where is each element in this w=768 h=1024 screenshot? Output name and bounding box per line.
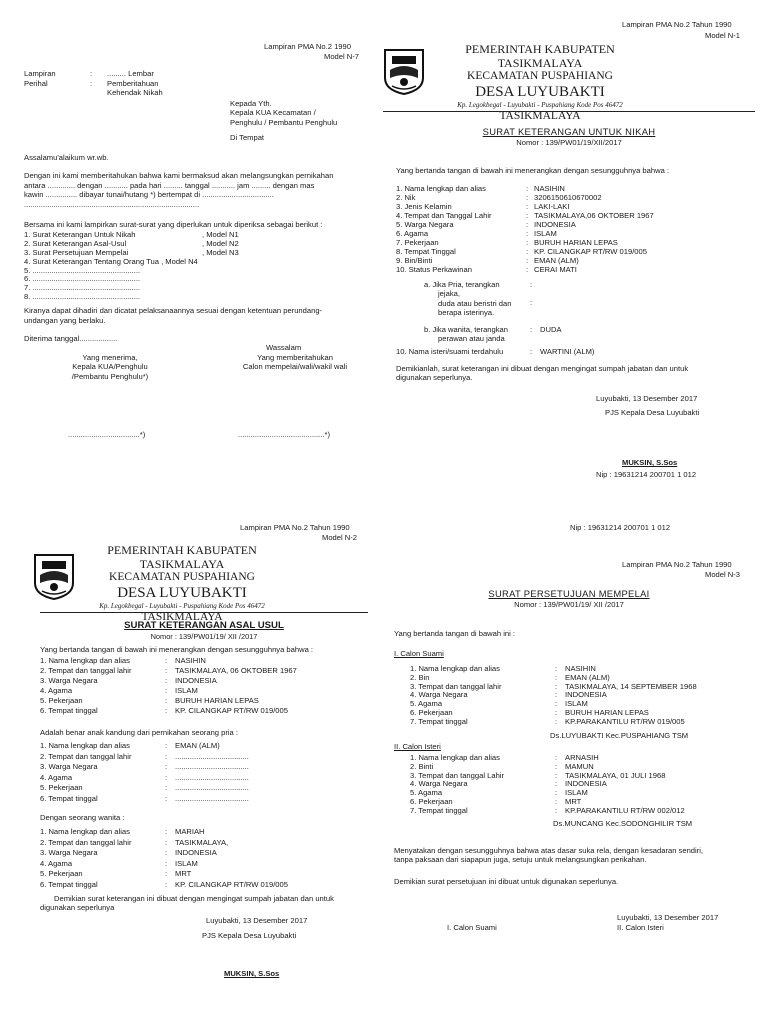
row-value: ................................... <box>175 793 249 803</box>
q4-title-block <box>384 588 754 609</box>
q3-table-2 <box>40 741 370 804</box>
row-colon: : <box>555 690 558 700</box>
row-colon: : <box>165 783 168 792</box>
row-colon: : <box>526 202 529 211</box>
row-value: ................................... <box>175 772 249 782</box>
list-item-text: 2. Surat Keterangan Asal-Usul <box>24 238 127 248</box>
row-value: KP. CILANGKAP RT/RW 019/005 <box>175 706 288 715</box>
kepada-line-4: Di Tempat <box>230 133 265 142</box>
row-value: BURUH HARIAN LEPAS <box>534 238 618 247</box>
q1-para1-line: ................................................................................... <box>24 199 200 209</box>
row-label: 4. Warga Negara <box>410 779 468 789</box>
letterhead-line2: KECAMATAN PUSPAHIANG <box>109 571 255 583</box>
row-label: 9. Bin/Binti <box>396 256 433 265</box>
row-value: ................................... <box>175 751 249 761</box>
letterhead-address: Kp. Legokbegal - Luyubakti - Puspahiang Kode Pos 46472 <box>99 602 265 610</box>
closing-line: Demikianlah, surat keterangan ini dibuat dengan mengingat sumpah jabatan dan untuk <box>396 364 689 373</box>
q3-intro: Yang bertanda tangan di bawah ini menerangkan dengan sesungguhnya bahwa : <box>40 645 314 654</box>
q1-left-signature <box>60 353 160 381</box>
row-value: ISLAM <box>565 788 588 798</box>
row-value: EMAN (ALM) <box>565 672 610 682</box>
row-colon: : <box>555 716 558 726</box>
row-value: MRT <box>565 796 582 806</box>
row-colon: : <box>555 753 558 762</box>
q4-title: SURAT PERSETUJUAN MEMPELAI <box>488 588 650 599</box>
row-label: 3. Tempat dan tanggal Lahir <box>410 770 505 780</box>
row-value: KP. CILANGKAP RT/RW 019/005 <box>175 879 288 889</box>
row-label: 1. Nama lengkap dan alias <box>40 656 130 665</box>
row-label: 7. Pekerjaan <box>396 238 439 247</box>
q2-signer-title: PJS Kepala Desa Luyubakti <box>605 408 700 417</box>
row-label: 2. Tempat dan tanggal lahir <box>40 666 132 675</box>
row-colon: : <box>526 211 529 220</box>
row-value: CERAI MATI <box>534 265 577 274</box>
row-colon: : <box>555 681 558 691</box>
list-item <box>24 238 239 248</box>
perihal-value-2: Kehendak Nikah <box>107 88 163 97</box>
row-label: 6. Tempat tinggal <box>40 879 98 889</box>
row-value: INDONESIA <box>534 220 576 229</box>
row-colon: : <box>165 848 168 857</box>
q3-mid: Adalah benar anak kandung dari pernikahan seorang pria : <box>40 728 239 737</box>
q2-sub-b <box>424 325 508 344</box>
list-item-model: , Model N1 <box>202 230 239 239</box>
letterhead-address: Kp. Legokbegal - Luyubakti - Puspahiang Kode Pos 46472 <box>457 101 623 109</box>
sub-a-colon-2: : <box>530 298 533 307</box>
row-label: 5. Pekerjaan <box>40 869 83 878</box>
row-value: NASIHIN <box>534 184 565 193</box>
sub-a-line: jejaka, <box>438 289 460 299</box>
q1-para3-line: Kiranya dapat dihadiri dan dicatat pelaksanaannya sesuai dengan ketentuan perundang- <box>24 306 323 315</box>
q2-header-rule <box>383 111 755 112</box>
row-colon: : <box>526 247 529 256</box>
row-label: 1. Nama lengkap dan alias <box>396 184 486 193</box>
q3-table-1 <box>40 656 370 716</box>
row-colon: : <box>165 706 168 715</box>
row-value: MARIAH <box>175 827 205 836</box>
row-colon: : <box>165 696 168 705</box>
q3-signer-name: MUKSIN, S.Sos <box>224 969 280 978</box>
row-label: 3. Warga Negara <box>40 848 98 857</box>
row-label: 5. Agama <box>410 699 443 709</box>
sub-b-colon: : <box>530 325 533 334</box>
q2-title-block <box>384 126 754 147</box>
row-label: 1. Nama lengkap dan alias <box>410 753 500 762</box>
row-label: 7. Tempat tinggal <box>410 716 468 726</box>
row-label: 3. Tempat dan tanggal lahir <box>410 681 502 691</box>
q2-nip: Nip : 19631214 200701 1 012 <box>596 470 697 479</box>
q2-sub-a <box>424 280 511 318</box>
row-label: 2. Binti <box>410 761 434 771</box>
row-colon: : <box>165 837 168 847</box>
q1-right-signature <box>225 353 365 372</box>
list-item <box>24 274 198 283</box>
q3-signer-title: PJS Kepala Desa Luyubakti <box>202 931 297 940</box>
row-colon: : <box>165 869 168 878</box>
left-sig-line: /Pembantu Penghulu*) <box>71 371 149 381</box>
q2-row11-label: 10. Nama isteri/suami terdahulu <box>396 347 504 356</box>
q2-place-date: Luyubakti, 13 Desember 2017 <box>596 394 698 403</box>
letterhead-line2: KECAMATAN PUSPAHIANG <box>467 70 613 82</box>
q4-nip: Nip : 19631214 200701 1 012 <box>570 523 671 532</box>
row-label: 2. Tempat dan tanggal lahir <box>40 751 132 761</box>
q2-lampiran-line2: Model N-1 <box>705 31 741 40</box>
row-value: ISLAM <box>175 858 198 868</box>
row-colon: : <box>165 858 168 868</box>
letterhead-city: TASIKMALAYA <box>499 110 581 122</box>
perihal-label: Perihal <box>24 79 48 88</box>
list-item-text: 5. ................................................... <box>24 265 141 275</box>
row-value: ................................... <box>175 762 249 771</box>
list-item-model: , Model N3 <box>202 247 239 257</box>
lampiran-label: Lampiran <box>24 69 56 78</box>
row-value: EMAN (ALM) <box>175 741 220 750</box>
list-item-text: 6. ................................................... <box>24 274 141 284</box>
sub-a-colon: : <box>530 280 533 289</box>
row-label: 5. Warga Negara <box>396 220 454 229</box>
row-label: 1. Nama lengkap dan alias <box>40 741 130 750</box>
letterhead-line3: DESA LUYUBAKTI <box>117 585 247 601</box>
row-value: INDONESIA <box>175 676 217 685</box>
q4-rows2-extra: Ds.MUNCANG Kec.SODONGHILIR TSM <box>553 819 693 828</box>
list-item <box>24 257 198 266</box>
list-item <box>24 266 198 275</box>
q1-attachment-list <box>24 230 239 302</box>
q3-closing <box>40 894 334 913</box>
row-label: 6. Agama <box>396 229 429 238</box>
row-value: INDONESIA <box>565 779 607 789</box>
q4-rows1-extra: Ds.LUYUBAKTI Kec.PUSPAHIANG TSM <box>550 731 689 740</box>
row-value: EMAN (ALM) <box>534 256 579 265</box>
row-value: ISLAM <box>565 699 588 709</box>
row-colon: : <box>526 193 529 202</box>
row-value: BURUH HARIAN LEPAS <box>565 707 649 717</box>
regency-crest-icon <box>383 48 425 96</box>
row-label: 5. Pekerjaan <box>40 696 83 705</box>
list-item-model: , Model N2 <box>202 238 239 248</box>
left-sig-line: Yang menerima, <box>82 353 138 362</box>
row-value: KP.PARAKANTILU RT/RW 019/005 <box>565 716 685 726</box>
row-label: 7. Tempat tinggal <box>410 805 468 815</box>
q4-lampiran-line2: Model N-3 <box>705 570 741 579</box>
row-colon: : <box>526 265 529 274</box>
q3-nomor: Nomor : 139/PW01/19/ XII /2017 <box>150 631 258 641</box>
q4-sig-left: I. Calon Suami <box>447 923 497 932</box>
regency-crest-icon <box>33 553 75 601</box>
q3-mid2: Dengan seorang wanita : <box>40 813 125 822</box>
perihal-value-1: Pemberitahuan <box>107 79 159 88</box>
letterhead-city: TASIKMALAYA <box>141 611 223 623</box>
q3-title-block <box>40 620 368 641</box>
letterhead-line1: PEMERINTAH KABUPATEN TASIKMALAYA <box>465 42 615 70</box>
row-value: TASIKMALAYA, 01 JULI 1968 <box>565 770 666 780</box>
q2-intro: Yang bertanda tangan di bawah ini menerangkan dengan sesungguhnya bahwa : <box>396 166 670 175</box>
list-item <box>24 247 239 257</box>
row-colon: : <box>555 707 558 717</box>
salam-text: Assalamu'alaikum wr.wb. <box>24 153 109 162</box>
row-value: KP.PARAKANTILU RT/RW 002/012 <box>565 805 685 815</box>
closing-line: digunakan seperlunya <box>40 903 115 913</box>
row-colon: : <box>165 827 168 836</box>
row-label: 10. Status Perkawinan <box>396 265 472 274</box>
perihal-colon: : <box>90 79 93 88</box>
row-colon: : <box>165 666 168 675</box>
row-label: 6. Pekerjaan <box>410 707 453 717</box>
row-value: NASIHIN <box>565 664 596 673</box>
row-label: 4. Tempat dan Tanggal Lahir <box>396 211 492 220</box>
list-item <box>24 283 198 292</box>
row-colon: : <box>526 238 529 247</box>
sub-b-value: DUDA <box>540 325 562 334</box>
q4-sec1: I. Calon Suami <box>394 649 444 658</box>
kepada-line-2: Kepala KUA Kecamatan / <box>230 108 316 117</box>
row-label: 3. Jenis Kelamin <box>396 202 452 211</box>
q1-para3-line: undangan yang berlaku. <box>24 315 106 325</box>
row-value: TASIKMALAYA,06 OKTOBER 1967 <box>534 211 654 220</box>
letterhead-line1: PEMERINTAH KABUPATEN TASIKMALAYA <box>107 543 257 571</box>
row-label: 2. Nik <box>396 193 416 202</box>
q4-para2: Demikian surat persetujuan ini dibuat untuk digunakan seperlunya. <box>394 877 619 886</box>
q1-para3 <box>24 306 322 325</box>
wassalam-text: Wassalam <box>266 343 302 352</box>
row-value: TASIKMALAYA, <box>175 837 229 847</box>
q1-para1-line: Dengan ini kami memberitahukan bahwa kami bermaksud akan melangsungkan pernikahan <box>24 171 334 180</box>
q4-sig-right: II. Calon Isteri <box>617 923 664 932</box>
row-label: 3. Warga Negara <box>40 762 98 771</box>
q3-table-3 <box>40 827 370 890</box>
row-value: TASIKMALAYA, 14 SEPTEMBER 1968 <box>565 681 697 691</box>
row-colon: : <box>165 656 168 665</box>
closing-line: Demikian surat keterangan ini dibuat dengan mengingat sumpah jabatan dan untuk <box>54 894 334 903</box>
q2-closing <box>396 364 688 383</box>
q3-title: SURAT KETERANGAN ASAL USUL <box>124 620 284 631</box>
row-value: ................................... <box>175 783 249 792</box>
row-colon: : <box>555 779 558 789</box>
row-colon: : <box>526 229 529 238</box>
q4-table-1 <box>410 665 760 727</box>
row-label: 5. Agama <box>410 788 443 798</box>
row-value: MAMUN <box>565 761 594 771</box>
q4-intro: Yang bertanda tangan di bawah ini : <box>394 629 516 638</box>
list-item-text: 4. Surat Keterangan Tentang Orang Tua , Model N4 <box>24 256 198 266</box>
row-value: INDONESIA <box>565 690 607 700</box>
row-colon: : <box>165 762 168 771</box>
row-colon: : <box>555 796 558 806</box>
row-label: 3. Warga Negara <box>40 676 98 685</box>
row-label: 6. Tempat tinggal <box>40 793 98 803</box>
q4-lampiran-line1: Lampiran PMA No.2 Tahun 1990 <box>622 560 732 569</box>
q2-row11-colon: : <box>530 347 533 356</box>
list-item <box>24 230 239 239</box>
row-label: 2. Bin <box>410 672 430 682</box>
q4-place-date: Luyubakti, 13 Desember 2017 <box>617 913 719 922</box>
diterima-tanggal: Diterima tanggal.................. <box>24 334 118 343</box>
row-colon: : <box>555 664 558 673</box>
row-label: 1. Nama lengkap dan alias <box>40 827 130 836</box>
q2-signer-name: MUKSIN, S.Sos <box>622 458 678 467</box>
letterhead-line3: DESA LUYUBAKTI <box>475 84 605 100</box>
row-value: 3206150610670002 <box>534 193 602 202</box>
right-sig-line: Yang memberitahukan <box>257 353 333 362</box>
q1-para2: Bersama ini kami lampirkan surat-surat yang diperlukan untuk diperiksa sebagai berikut : <box>24 220 323 229</box>
q3-lampiran-line1: Lampiran PMA No.2 Tahun 1990 <box>240 523 350 532</box>
row-value: KP. CILANGKAP RT/RW 019/005 <box>534 247 647 256</box>
list-item-text: 8. ................................................... <box>24 292 141 302</box>
sub-b-line: perawan atau janda <box>438 334 505 344</box>
row-colon: : <box>555 788 558 798</box>
sub-a-line: duda atau beristri dan <box>438 298 512 308</box>
para-line: tanpa paksaan dari siapapun juga, setuju untuk melangsungkan perikahan. <box>394 855 647 865</box>
row-colon: : <box>526 184 529 193</box>
sub-b-line: b. Jika wanita, terangkan <box>424 325 509 334</box>
regency-logo <box>383 48 425 98</box>
q4-nomor: Nomor : 139/PW01/19/ XII /2017 <box>514 599 624 609</box>
row-value: TASIKMALAYA, 06 OKTOBER 1967 <box>175 666 297 675</box>
row-label: 4. Agama <box>40 772 73 782</box>
q1-para1-line: antara ............. dengan ........... pada hari ......... tanggal ........... jam ......... dengan mas <box>24 180 315 190</box>
para-line: Menyatakan dengan sesungguhnya bahwa atas dasar suka rela, dengan kesadaran sendiri, <box>394 846 704 855</box>
q1-para1 <box>24 171 333 209</box>
left-sig-line: Kepala KUA/Penghulu <box>72 362 148 372</box>
q1-para1-line: kawin ............... dibayar tunai/hutang *) bertempat di .................................. <box>24 190 274 200</box>
row-colon: : <box>555 805 558 815</box>
q1-lampiran-line1: Lampiran PMA No.2 1990 <box>264 42 351 51</box>
row-colon: : <box>555 761 558 771</box>
q2-title: SURAT KETERANGAN UNTUK NIKAH <box>482 126 656 137</box>
q1-dots-left: ..................................*) <box>68 430 146 439</box>
sub-a-line: berapa isterinya. <box>438 308 495 318</box>
row-colon: : <box>555 699 558 709</box>
row-colon: : <box>526 256 529 265</box>
q1-dots-right: .........................................*) <box>238 430 330 439</box>
regency-logo <box>33 553 75 603</box>
row-colon: : <box>165 751 168 761</box>
lampiran-value: ......... Lembar <box>107 69 154 78</box>
row-label: 6. Pekerjaan <box>410 796 453 806</box>
q2-data-table <box>396 184 756 274</box>
row-colon: : <box>165 879 168 889</box>
row-colon: : <box>526 220 529 229</box>
row-value: BURUH HARIAN LEPAS <box>175 696 259 705</box>
q3-header-rule <box>40 612 368 613</box>
row-label: 4. Agama <box>40 858 73 868</box>
q2-nomor: Nomor : 139/PW01/19/XII/2017 <box>516 137 622 147</box>
row-label: 8. Tempat Tinggal <box>396 247 456 256</box>
row-value: LAKI-LAKI <box>534 202 570 211</box>
row-colon: : <box>165 686 168 695</box>
list-item-text: 3. Surat Persetujuan Mempelai <box>24 247 129 257</box>
row-colon: : <box>555 672 558 682</box>
row-label: 1. Nama lengkap dan alias <box>410 664 500 673</box>
list-item-text: 1. Surat Keterangan Untuk Nikah <box>24 230 136 239</box>
row-value: INDONESIA <box>175 848 217 857</box>
list-item-text: 7. ................................................... <box>24 283 141 293</box>
row-label: 2. Tempat dan tanggal lahir <box>40 837 132 847</box>
closing-line: digunakan seperlunya. <box>396 373 473 383</box>
row-label: 5. Pekerjaan <box>40 783 83 792</box>
q3-lampiran-line2: Model N-2 <box>322 533 358 542</box>
sub-a-line: a. Jika Pria, terangkan <box>424 280 500 289</box>
q4-sec2: II. Calon Isteri <box>394 742 441 751</box>
lampiran-colon: : <box>90 69 93 78</box>
row-colon: : <box>165 793 168 803</box>
list-item <box>24 292 198 301</box>
kepada-line-1: Kepada Yth. <box>230 99 272 108</box>
row-value: ARNASIH <box>565 753 599 762</box>
q4-para <box>394 846 703 865</box>
q2-lampiran-line1: Lampiran PMA No.2 Tahun 1990 <box>622 20 732 29</box>
q2-row11-value: WARTINI (ALM) <box>540 347 595 356</box>
row-value: ISLAM <box>534 229 557 238</box>
q3-place-date: Luyubakti, 13 Desember 2017 <box>206 916 308 925</box>
row-colon: : <box>165 676 168 685</box>
row-label: 6. Tempat tinggal <box>40 706 98 715</box>
q1-lampiran-line2: Model N-7 <box>324 52 360 61</box>
row-value: MRT <box>175 869 192 878</box>
q4-table-2 <box>410 754 760 816</box>
row-colon: : <box>165 741 168 750</box>
row-colon: : <box>555 770 558 780</box>
row-label: 4. Agama <box>40 686 73 695</box>
row-value: NASIHIN <box>175 656 206 665</box>
row-value: ISLAM <box>175 686 198 695</box>
row-label: 4. Warga Negara <box>410 690 468 700</box>
kepada-line-3: Penghulu / Pembantu Penghulu <box>230 118 338 127</box>
row-colon: : <box>165 772 168 782</box>
right-sig-line: Calon mempelai/wali/wakil wali <box>242 362 348 372</box>
